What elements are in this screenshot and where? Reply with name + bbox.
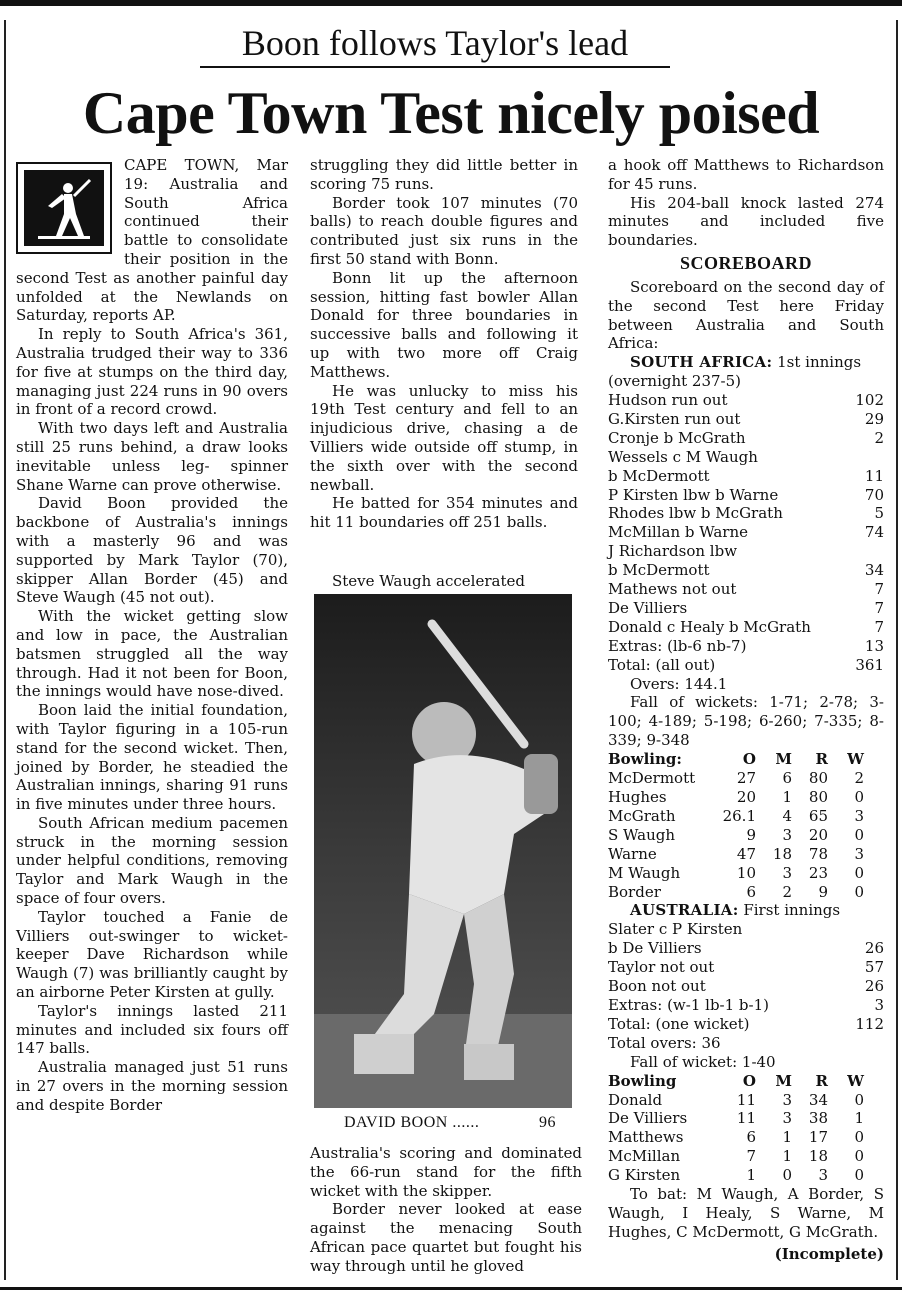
bowling-cell: Hughes <box>608 788 667 807</box>
sa-overs: Overs: 144.1 <box>630 674 728 693</box>
batting-row <box>608 504 884 523</box>
paragraph-continued: Steve Waugh accelerated <box>332 572 525 590</box>
batting-row <box>608 486 884 505</box>
bowling-cell: 6 <box>782 769 792 788</box>
aus-bowling-table <box>608 1072 884 1185</box>
bowling-cell: 9 <box>746 825 756 844</box>
batting-runs: 3 <box>874 995 884 1014</box>
paragraph: He was unlucky to miss his 19th Test century and fell to an injudicious drive, chasing a de Villiers wide outside off stump, in the sixth over with the second newball. <box>310 381 578 494</box>
bowling-cell: 9 <box>818 882 828 901</box>
bowling-cell: 2 <box>854 769 864 788</box>
batting-entry: Cronje b McGrath <box>608 428 746 447</box>
bowling-row <box>608 826 884 845</box>
article-column-1 <box>16 156 288 1115</box>
batting-runs: 13 <box>864 636 884 655</box>
batting-entry: Hudson run out <box>608 390 728 409</box>
batting-entry: b De Villiers <box>608 939 702 958</box>
bowling-cell: 11 <box>736 1109 756 1128</box>
paragraph: With two days left and Australia still 25 runs behind, a draw looks inevitable unless leg- spinner Shane Warne can prove otherwise. <box>16 419 288 494</box>
bottom-strip <box>0 1290 902 1300</box>
batting-runs: 29 <box>864 409 884 428</box>
batting-runs: 7 <box>874 617 884 636</box>
batting-runs: 70 <box>864 485 884 504</box>
batting-runs <box>848 448 884 467</box>
batting-runs: 7 <box>874 598 884 617</box>
bowling-cell: 1 <box>746 1166 756 1185</box>
paragraph: With the wicket getting slow and low in pace, the Australian batsmen struggled all the way through. Had it not been for Boon, the innings would have nose-dived. <box>16 607 288 701</box>
bowling-cell: 4 <box>782 806 792 825</box>
batting-entry: Wessels c M Waugh <box>608 447 758 466</box>
bowling-row <box>608 864 884 883</box>
photo-caption <box>314 1112 572 1134</box>
bowling-header-cell: Bowling <box>608 1071 677 1090</box>
sa-innings-label: 1st innings <box>777 353 862 372</box>
batting-row <box>608 391 884 410</box>
article-column-3 <box>608 156 884 1264</box>
bowling-header-cell: R <box>815 750 828 769</box>
batting-row <box>608 920 884 939</box>
bowling-cell: 18 <box>772 844 792 863</box>
bowling-cell: 18 <box>808 1147 828 1166</box>
batting-entry: b McDermott <box>608 561 710 580</box>
bowling-cell: McGrath <box>608 806 676 825</box>
batting-entry: Total: (one wicket) <box>608 1014 750 1033</box>
bowling-row <box>608 1128 884 1147</box>
batting-entry: J Richardson lbw <box>608 542 738 561</box>
batting-row <box>608 656 884 675</box>
bowling-header-cell: W <box>847 750 864 769</box>
bowling-cell: 80 <box>808 788 828 807</box>
batting-row <box>608 1015 884 1034</box>
bowling-cell: 34 <box>808 1090 828 1109</box>
bowling-cell: 1 <box>782 1128 792 1147</box>
batting-entry: McMillan b Warne <box>608 523 749 542</box>
sa-bowling-table <box>608 750 884 901</box>
batting-runs <box>848 542 884 561</box>
bowling-cell: 38 <box>808 1109 828 1128</box>
paragraph: Australia's scoring and dominated the 66-run stand for the fifth wicket with the skipper. <box>310 1144 582 1200</box>
bowling-header-cell: O <box>742 1071 756 1090</box>
david-boon-photo <box>314 594 572 1108</box>
batting-row <box>608 429 884 448</box>
aus-fall-of-wicket: Fall of wicket: 1-40 <box>630 1052 776 1071</box>
bowling-cell: 0 <box>854 1166 864 1185</box>
batting-runs: 11 <box>864 466 884 485</box>
bowling-cell: 7 <box>746 1147 756 1166</box>
bowling-cell: 6 <box>746 882 756 901</box>
bowling-header-row <box>608 750 884 769</box>
bowling-header-cell: M <box>775 750 792 769</box>
bowling-cell: 0 <box>854 882 864 901</box>
bowling-cell: 20 <box>808 825 828 844</box>
column-rule-right <box>896 20 898 1280</box>
batting-entry: Donald c Healy b McGrath <box>608 617 811 636</box>
paragraph: CAPE TOWN, Mar 19: Australia and South Africa continued their battle to consolidate their position in the second Test as another painful day unfolded at the Newlands on Saturday, reports AP. <box>16 156 288 325</box>
paragraph: struggling they did little better in scoring 75 runs. <box>310 156 578 193</box>
bowling-cell: 65 <box>808 806 828 825</box>
batting-entry: Slater c P Kirsten <box>608 920 743 939</box>
paragraph: Border never looked at ease against the menacing South African pace quartet but fought his way through until he gloved <box>310 1200 582 1275</box>
bowling-cell: 6 <box>746 1128 756 1147</box>
batting-entry: Extras: (lb-6 nb-7) <box>608 636 747 655</box>
top-rule <box>0 0 902 6</box>
paragraph: His 204-ball knock lasted 274 minutes and included five boundaries. <box>608 193 884 250</box>
batting-row <box>608 618 884 637</box>
bowling-cell: 1 <box>782 788 792 807</box>
batting-row <box>608 637 884 656</box>
bowling-row <box>608 1166 884 1185</box>
bowling-cell: McMillan <box>608 1147 681 1166</box>
bowling-cell: 0 <box>854 1090 864 1109</box>
bowling-cell: 11 <box>736 1090 756 1109</box>
bowling-cell: 26.1 <box>722 806 756 825</box>
to-bat: To bat: M Waugh, A Border, S Waugh, I Healy, S Warne, M Hughes, C McDermott, G McGrath. <box>608 1185 884 1241</box>
bowling-cell: 20 <box>736 788 756 807</box>
batting-entry: Mathews not out <box>608 580 737 599</box>
cricket-logo-icon <box>16 162 112 254</box>
batting-row <box>608 410 884 429</box>
bowling-cell: 27 <box>736 769 756 788</box>
bowling-cell: Matthews <box>608 1128 684 1147</box>
batting-runs: 2 <box>874 428 884 447</box>
photo-caption-score: 96 <box>539 1114 556 1131</box>
bowling-cell: 2 <box>782 882 792 901</box>
paragraph: South African medium pacemen struck in the morning session under helpful conditions, removing Taylor and Mark Waugh in the space of four overs. <box>16 813 288 908</box>
bowling-cell: 1 <box>782 1147 792 1166</box>
batting-row <box>608 448 884 467</box>
bowling-cell: 3 <box>782 1090 792 1109</box>
batting-runs: 102 <box>855 390 884 409</box>
bowling-cell: Border <box>608 882 661 901</box>
paragraph: Boon laid the initial foundation, with Taylor figuring in a 105-run stand for the second wicket. Then, joined by Border, he steadied the Australian innings, sharing 91 runs in five minutes under three hours. <box>16 701 288 814</box>
bowling-row <box>608 1109 884 1128</box>
batting-row <box>608 580 884 599</box>
bowling-cell: 1 <box>854 1109 864 1128</box>
batting-entry: G.Kirsten run out <box>608 409 741 428</box>
bowling-cell: McDermott <box>608 769 696 788</box>
bowling-row <box>608 769 884 788</box>
paragraph: In reply to South Africa's 361, Australia trudged their way to 336 for five at stumps on the third day, managing just 224 runs in 90 overs in front of a record crowd. <box>16 325 288 419</box>
batting-row <box>608 599 884 618</box>
bowling-header-cell: Bowling: <box>608 750 682 769</box>
bowling-row <box>608 845 884 864</box>
paragraph: Bonn lit up the afternoon session, hitting fast bowler Allan Donald for three boundaries in successive balls and following it up with two more off Craig Matthews. <box>310 268 578 381</box>
batting-entry: De Villiers <box>608 598 688 617</box>
bowling-cell: Donald <box>608 1090 663 1109</box>
batting-row <box>608 561 884 580</box>
batting-runs: 26 <box>864 977 884 996</box>
bowling-cell: 3 <box>782 825 792 844</box>
column-rule-left <box>4 20 6 1280</box>
batting-runs: 112 <box>855 1014 884 1033</box>
sa-overnight: (overnight 237-5) <box>608 372 742 391</box>
scoreboard-title: SCOREBOARD <box>679 252 813 273</box>
batting-runs: 57 <box>864 958 884 977</box>
bowling-cell: 0 <box>854 863 864 882</box>
batting-row <box>608 542 884 561</box>
aus-team-name: AUSTRALIA: <box>630 901 739 920</box>
article-column-2 <box>310 156 578 532</box>
batting-runs: 5 <box>874 504 884 523</box>
batting-row <box>608 977 884 996</box>
bowling-cell: 3 <box>854 806 864 825</box>
batting-entry: b McDermott <box>608 466 710 485</box>
article-headline: Cape Town Test nicely poised <box>82 80 820 146</box>
bowling-header-cell: W <box>847 1071 864 1090</box>
bowling-cell: 23 <box>808 863 828 882</box>
sa-innings-heading <box>608 353 884 372</box>
bowling-row <box>608 883 884 902</box>
paragraph: Border took 107 minutes (70 balls) to reach double figures and contributed just six runs in the first 50 stand with Bonn. <box>310 193 578 268</box>
bowling-header-cell: R <box>815 1071 828 1090</box>
batting-runs: 26 <box>864 939 884 958</box>
bowling-row <box>608 807 884 826</box>
batting-entry: Extras: (w-1 lb-1 b-1) <box>608 995 769 1014</box>
bowling-cell: 0 <box>854 1128 864 1147</box>
bowling-row <box>608 1091 884 1110</box>
batting-row <box>608 467 884 486</box>
batting-entry: Rhodes lbw b McGrath <box>608 504 783 523</box>
bowling-cell: 0 <box>854 825 864 844</box>
article-kicker: Boon follows Taylor's lead <box>200 20 670 68</box>
batting-entry: Total: (all out) <box>608 655 716 674</box>
bowling-cell: 0 <box>854 788 864 807</box>
aus-innings-heading <box>608 901 884 920</box>
batting-runs: 361 <box>855 655 884 674</box>
bowling-header-row <box>608 1072 884 1091</box>
paragraph: a hook off Matthews to Richardson for 45 runs. <box>608 156 884 193</box>
batting-runs: 34 <box>864 561 884 580</box>
article-column-2-bottom <box>310 1144 582 1276</box>
bowling-cell: 47 <box>736 844 756 863</box>
batting-row <box>608 996 884 1015</box>
bowling-cell: 10 <box>736 863 756 882</box>
bowling-row <box>608 1147 884 1166</box>
paragraph: David Boon provided the backbone of Australia's innings with a masterly 96 and was supported by Mark Taylor (70), skipper Allan Border (45) and Steve Waugh (45 not out). <box>16 494 288 607</box>
bowling-header-cell: O <box>742 750 756 769</box>
aus-batting-list <box>608 920 884 1033</box>
batting-row <box>608 523 884 542</box>
bowling-cell: 3 <box>854 844 864 863</box>
bowling-cell: 78 <box>808 844 828 863</box>
photo-caption-name: DAVID BOON ...... <box>344 1114 480 1131</box>
sa-batting-list <box>608 391 884 675</box>
batting-entry: P Kirsten lbw b Warne <box>608 485 779 504</box>
bowling-cell: Warne <box>608 844 657 863</box>
bowling-cell: M Waugh <box>608 863 681 882</box>
bowling-cell: 17 <box>808 1128 828 1147</box>
paragraph: Australia managed just 51 runs in 27 overs in the morning session and despite Border <box>16 1058 288 1114</box>
aus-innings-label: First innings <box>743 901 841 920</box>
bowling-cell: 80 <box>808 769 828 788</box>
batting-row <box>608 939 884 958</box>
paragraph: Taylor's innings lasted 211 minutes and included six fours off 147 balls. <box>16 1001 288 1058</box>
bowling-cell: 0 <box>854 1147 864 1166</box>
bowling-cell: 3 <box>818 1166 828 1185</box>
paragraph: He batted for 354 minutes and hit 11 boundaries off 251 balls. <box>310 494 578 532</box>
bowling-row <box>608 788 884 807</box>
batting-runs: 7 <box>874 580 884 599</box>
batting-entry: Boon not out <box>608 977 706 996</box>
bowling-cell: 0 <box>782 1166 792 1185</box>
bowling-cell: De Villiers <box>608 1109 688 1128</box>
bowling-cell: 3 <box>782 863 792 882</box>
incomplete-label: (Incomplete) <box>774 1244 884 1263</box>
sa-team-name: SOUTH AFRICA: <box>630 353 773 372</box>
bowling-cell: S Waugh <box>608 825 676 844</box>
paragraph: Taylor touched a Fanie de Villiers out-swinger to wicket-keeper Dave Richardson while Waugh (7) was brilliantly caught by an airborne Peter Kirsten at gully. <box>16 907 288 1002</box>
scoreboard-intro: Scoreboard on the second day of the second Test here Friday between Australia and South Africa: <box>608 277 884 353</box>
bowling-cell: G Kirsten <box>608 1166 681 1185</box>
batting-runs <box>848 920 884 939</box>
sa-fall-of-wickets: Fall of wickets: 1-71; 2-78; 3-100; 4-189; 5-198; 6-260; 7-335; 8-339; 9-348 <box>608 693 884 750</box>
bowling-header-cell: M <box>775 1071 792 1090</box>
batting-runs: 74 <box>864 523 884 542</box>
batting-entry: Taylor not out <box>608 958 715 977</box>
aus-overs: Total overs: 36 <box>608 1033 721 1052</box>
batting-row <box>608 958 884 977</box>
bowling-cell: 3 <box>782 1109 792 1128</box>
